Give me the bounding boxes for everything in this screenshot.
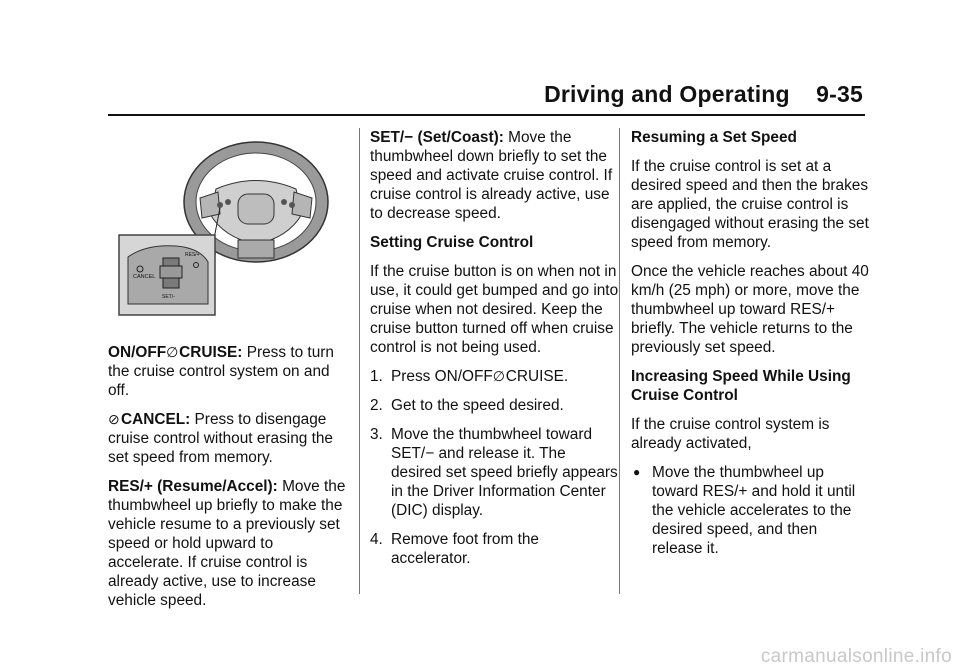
set-label: SET/− (Set/Coast): xyxy=(370,129,504,146)
resuming-paragraph-1: If the cruise control is set at a desired speed and then the brakes are applied, the cruise control is disengaged without erasing the set speed from memory. xyxy=(631,158,869,251)
header-rule xyxy=(108,114,865,116)
cancel-label: CANCEL xyxy=(133,274,156,280)
steps-list xyxy=(370,367,620,568)
watermark: carmanualsonline.info xyxy=(760,646,952,667)
cancel-text: Press to disengage cruise control without erasing the set speed from memory. xyxy=(108,411,333,466)
cancel-paragraph xyxy=(108,410,351,467)
page-title: Driving and Operating 9-35 xyxy=(544,81,863,107)
list-item: ● Move the thumbwheel up toward RES/+ and hold it until the vehicle accelerates to the desired speed, and then release it. xyxy=(633,464,856,557)
resuming-paragraph-2: Once the vehicle reaches about 40 km/h (25 mph) or more, move the thumbwheel up toward RES/+ briefly. The vehicle returns to the previously set speed. xyxy=(631,263,869,356)
onoff-paragraph xyxy=(108,343,351,400)
cancel-icon: ⊘ xyxy=(108,411,120,427)
cancel-label: CANCEL: xyxy=(121,411,191,428)
increasing-heading: Increasing Speed While Using Cruise Control xyxy=(631,368,851,404)
steering-wheel-svg xyxy=(116,134,346,320)
resuming-heading: Resuming a Set Speed xyxy=(631,129,797,146)
increasing-paragraph: If the cruise control system is already activated, xyxy=(631,416,830,452)
list-item: 3. Move the thumbwheel toward SET/− and release it. The desired set speed briefly appears in the Driver Information Center (DIC) display. xyxy=(370,426,618,519)
onoff-text: Press to turn the cruise control system on and off. xyxy=(108,344,334,399)
list-item: 4. Remove foot from the accelerator. xyxy=(370,531,539,567)
column-2 xyxy=(370,128,620,578)
cruise-icon: ∅ xyxy=(492,368,505,384)
cruise-icon: ∅ xyxy=(166,344,179,360)
set-label: SET/- xyxy=(162,294,175,300)
list-item: 2. Get to the speed desired. xyxy=(370,397,564,414)
steering-wheel-illustration xyxy=(116,134,346,320)
onoff-label: ON/OFF xyxy=(108,344,167,361)
increasing-list xyxy=(631,463,871,558)
setting-heading: Setting Cruise Control xyxy=(370,234,534,251)
column-3 xyxy=(631,128,871,558)
res-text: Move the thumbwheel up briefly to make the vehicle resume to a previously set speed or hold upward to accelerate. If cruise control is already active, use to increase vehicle speed. xyxy=(108,478,346,609)
onoff-label-cruise: CRUISE: xyxy=(179,344,243,361)
set-text: Move the thumbwheel down briefly to set the speed and activate cruise control. If cruise control is already active, use to decrease speed. xyxy=(370,129,613,222)
set-paragraph xyxy=(370,128,620,223)
setting-intro: If the cruise button is on when not in use, it could get bumped and go into cruise when not desired. Keep the cruise button turned off when cruise control is not being used. xyxy=(370,263,619,356)
column-1 xyxy=(108,128,351,620)
res-paragraph xyxy=(108,477,351,610)
bullet-icon: ● xyxy=(633,465,641,479)
list-item: 1. Press ON/OFF∅CRUISE. xyxy=(370,368,569,385)
column-divider xyxy=(359,128,360,594)
page-header xyxy=(0,76,960,116)
res-label: RES/+ xyxy=(185,252,200,258)
res-label: RES/+ (Resume/Accel): xyxy=(108,478,278,495)
